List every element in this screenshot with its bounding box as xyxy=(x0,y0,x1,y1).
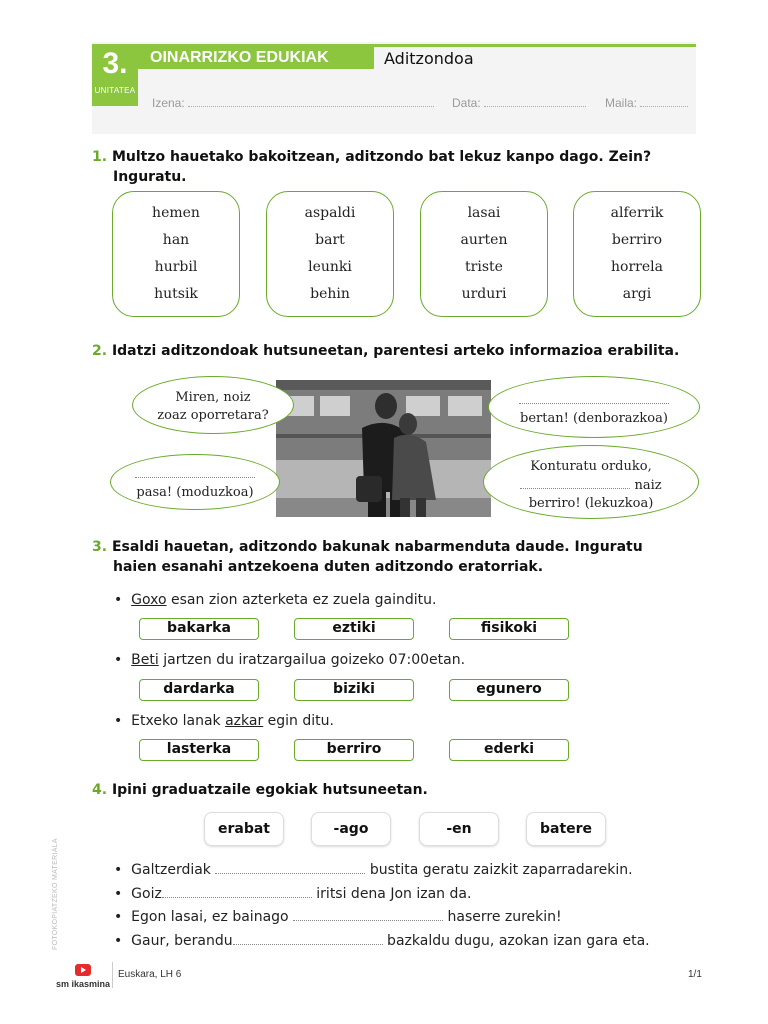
q4-sentence-2: • Goiz iritsi dena Jon izan da. xyxy=(114,886,472,902)
speech-bubble-4: Konturatu orduko, naiz berriro! (lekuzkoa) xyxy=(483,445,699,519)
q3-sentence-1: • Goxo esan zion azterketa ez zuela gainditu. xyxy=(114,592,437,608)
name-field[interactable]: Izena: xyxy=(152,96,434,110)
footer-divider xyxy=(112,962,113,988)
unit-badge xyxy=(92,44,138,106)
option-button[interactable]: bakarka xyxy=(139,618,259,640)
answer-blank[interactable] xyxy=(233,932,383,945)
speech-bubble-3: pasa! (moduzkoa) xyxy=(110,454,280,510)
answer-blank[interactable] xyxy=(162,885,312,898)
brand-name: sm ikasmina xyxy=(56,979,111,989)
q4-sentence-1: • Galtzerdiak bustita geratu zaizkit zaparradarekin. xyxy=(114,862,633,878)
word-option[interactable]: triste xyxy=(465,259,503,275)
word-option[interactable]: bart xyxy=(315,232,345,248)
question-number: 1 xyxy=(92,149,102,165)
question-text: Ipini graduatzaile egokiak hutsuneetan. xyxy=(111,782,428,798)
q4-sentence-4: • Gaur, berandu bazkaldu dugu, azokan izan gara eta. xyxy=(114,933,650,949)
level-field[interactable]: Maila: xyxy=(605,96,688,110)
question-number: 4 xyxy=(92,782,102,798)
answer-blank[interactable] xyxy=(293,908,443,921)
page-title: Aditzondoa xyxy=(384,49,474,68)
q4-sentence-3: • Egon lasai, ez bainago haserre zurekin! xyxy=(114,909,562,925)
unit-number: 3. xyxy=(102,47,128,80)
word-option[interactable]: han xyxy=(162,232,190,248)
option-button[interactable]: egunero xyxy=(449,679,569,701)
word-option[interactable]: hutsik xyxy=(154,286,198,302)
graduator-option[interactable]: erabat xyxy=(204,812,284,846)
question-3: 3. Esaldi hauetan, aditzondo bakunak nabarmenduta daude. Inguratu haien esanahi antzekoena duten aditzondo eratorriak. xyxy=(92,539,643,575)
word-option[interactable]: lasai xyxy=(467,205,501,221)
option-button[interactable]: lasterka xyxy=(139,739,259,761)
train-couple-photo xyxy=(276,380,491,517)
word-option[interactable]: hemen xyxy=(152,205,200,221)
word-option[interactable]: aurten xyxy=(460,232,508,248)
word-option[interactable]: aspaldi xyxy=(304,205,356,221)
option-button[interactable]: eztiki xyxy=(294,618,414,640)
question-2: 2. Idatzi aditzondoak hutsuneetan, parentesi arteko informazioa erabilita. xyxy=(92,343,680,359)
option-button[interactable]: fisikoki xyxy=(449,618,569,640)
q3-sentence-3: • Etxeko lanak azkar egin ditu. xyxy=(114,713,334,729)
q3-sentence-2: • Beti jartzen du iratzargailua goizeko 07:00etan. xyxy=(114,652,466,668)
word-option[interactable]: urduri xyxy=(461,286,507,302)
word-option[interactable]: leunki xyxy=(308,259,352,275)
answer-blank[interactable] xyxy=(520,476,630,489)
date-field[interactable]: Data: xyxy=(452,96,586,110)
word-group-3 xyxy=(420,191,548,317)
option-button[interactable]: ederki xyxy=(449,739,569,761)
answer-blank[interactable] xyxy=(215,861,365,874)
unit-label: UNITATEA xyxy=(94,86,136,95)
word-option[interactable]: berriro xyxy=(611,232,663,248)
option-button[interactable]: biziki xyxy=(294,679,414,701)
word-option[interactable]: hurbil xyxy=(154,259,198,275)
graduator-option[interactable]: batere xyxy=(526,812,606,846)
question-text-line2: Inguratu. xyxy=(113,169,187,185)
play-icon xyxy=(74,963,92,977)
word-group-2 xyxy=(266,191,394,317)
question-text-line2: haien esanahi antzekoena duten aditzondo eratorriak. xyxy=(113,559,544,575)
word-group-4 xyxy=(573,191,701,317)
course-label: Euskara, LH 6 xyxy=(118,969,182,980)
question-number: 2 xyxy=(92,343,102,359)
option-button[interactable]: dardarka xyxy=(139,679,259,701)
word-option[interactable]: behin xyxy=(310,286,350,302)
question-1: 1. Multzo hauetako bakoitzean, aditzondo bat lekuz kanpo dago. Zein? Inguratu. xyxy=(92,149,652,185)
speech-bubble-2: bertan! (denborazkoa) xyxy=(488,376,700,438)
page-number: 1/1 xyxy=(688,969,702,980)
answer-blank[interactable] xyxy=(519,391,669,404)
question-4: 4. Ipini graduatzaile egokiak hutsuneetan. xyxy=(92,782,428,798)
speech-bubble-1: Miren, noiz zoaz oporretara? xyxy=(132,376,294,434)
word-option[interactable]: alferrik xyxy=(610,205,664,221)
graduator-option[interactable]: -ago xyxy=(311,812,391,846)
answer-blank[interactable] xyxy=(135,465,255,478)
section-label: OINARRIZKO EDUKIAK xyxy=(138,47,374,69)
question-text: Idatzi aditzondoak hutsuneetan, parentesi arteko informazioa erabilita. xyxy=(111,343,680,359)
graduator-option[interactable]: -en xyxy=(419,812,499,846)
question-text-line1: Multzo hauetako bakoitzean, aditzondo bat lekuz kanpo dago. Zein? xyxy=(111,149,652,165)
question-text-line1: Esaldi hauetan, aditzondo bakunak nabarmenduta daude. Inguratu xyxy=(111,539,643,555)
photocopy-label: FOTOKOPIATZEKO MATERIALA xyxy=(52,838,59,950)
word-group-1 xyxy=(112,191,240,317)
word-option[interactable]: horrela xyxy=(611,259,663,275)
word-option[interactable]: argi xyxy=(622,286,652,302)
option-button[interactable]: berriro xyxy=(294,739,414,761)
question-number: 3 xyxy=(92,539,102,555)
